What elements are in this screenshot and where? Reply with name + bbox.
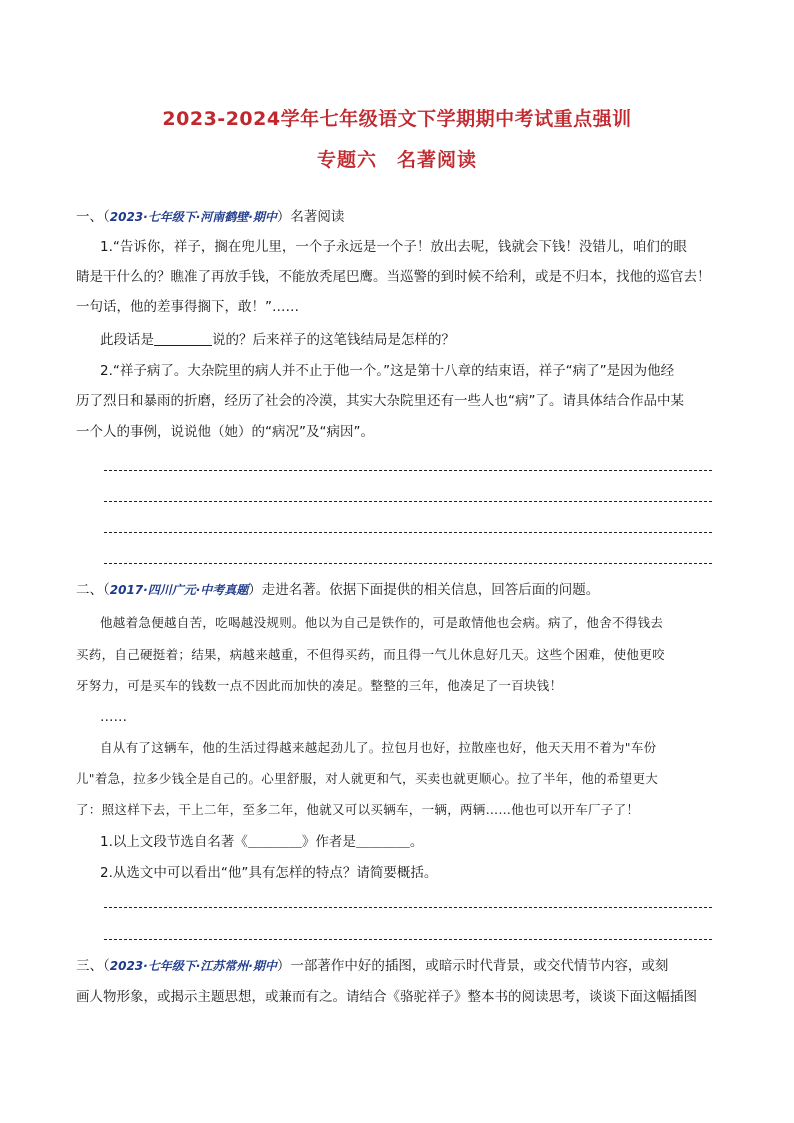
question-3-number: 三、 (76, 958, 103, 974)
q1-sub1-question: 此段话是 说的？后来祥子的这笔钱结局是怎样的？ (100, 332, 455, 348)
excerpt-line: 儿"着急，拉多少钱全是自己的。心里舒服，对人就更和气，买卖也就更顺心。拉了半年，他的希望更大 (76, 771, 659, 786)
fill-blank[interactable] (154, 331, 212, 346)
excerpt-line: 自从有了这辆车，他的生活过得越来越起劲儿了。拉包月也好，拉散座也好，他天天用不着为"车份 (100, 740, 657, 755)
excerpt-line: 买药，自己硬挺着；结果，病越来越重，不但得买药，而且得一气儿休息好几天。这些个困难，使他更咬 (76, 647, 665, 662)
question-1-header: 一、（2023·七年级下·河南鹤壁·期中）名著阅读 (76, 209, 345, 225)
question-3-text: 一部著作中好的插图，或暗示时代背景，或交代情节内容，或刻 (290, 958, 669, 974)
question-3-header: 三、（2023·七年级下·江苏常州·期中）一部著作中好的插图，或暗示时代背景，或交代情节内容，或刻 (76, 958, 669, 974)
answer-line[interactable] (104, 907, 712, 908)
answer-line[interactable] (104, 939, 712, 940)
q1-passage-line: 睛是干什么的？瞧准了再放手钱，不能放秃尾巴鹰。当巡警的到时候不给利，或是不归本，找他的巡官去！ (76, 269, 711, 285)
question-2-source: 2017·四川广元·中考真题 (109, 583, 249, 597)
excerpt-ellipsis: …… (100, 709, 127, 725)
question-2-number: 二、 (76, 582, 103, 598)
question-1-number: 一、 (76, 209, 103, 225)
answer-line[interactable] (104, 563, 712, 564)
question-1-topic: 名著阅读 (290, 209, 345, 225)
question-2-header: 二、（2017·四川广元·中考真题）走进名著。依据下面提供的相关信息，回答后面的问题。 (76, 582, 600, 598)
q3-text-line: 画人物形象，或揭示主题思想，或兼而有之。请结合《骆驼祥子》整本书的阅读思考，谈谈下面这幅插图 (76, 989, 697, 1005)
excerpt-line: 了：照这样下去，干上二年，至多二年，他就又可以买辆车，一辆，两辆……他也可以开车厂子了！ (76, 802, 640, 817)
page-title: 2023-2024学年七年级语文下学期期中考试重点强训 (162, 108, 632, 130)
page-subtitle: 专题六 名著阅读 (316, 149, 477, 171)
excerpt-line: 牙努力，可是买车的钱数一点不因此而加快的凑足。整整的三年，他凑足了一百块钱！ (76, 678, 563, 693)
q2-sub2: 2.从选文中可以看出“他”具有怎样的特点？请简要概括。 (100, 865, 438, 881)
q1-passage-line: 一句话，他的差事得搁下，敢！”…… (76, 299, 299, 315)
question-1-source: 2023·七年级下·河南鹤壁·期中 (109, 210, 277, 224)
question-3-source: 2023·七年级下·江苏常州·期中 (109, 959, 277, 973)
q1-passage-line: 1.“告诉你，祥子，搁在兜儿里，一个子永远是一个子！放出去呢，钱就会下钱！没错儿，咱们的眼 (100, 239, 687, 255)
q2-sub1: 1.以上文段节选自名著《＿＿＿＿》作者是＿＿＿＿。 (100, 834, 424, 850)
excerpt-line: 他越着急便越自苦，吃喝越没规则。他以为自己是铁作的，可是敢情他也会病。病了，他舍不得钱去 (100, 615, 664, 630)
q1-sub2-line: 2.“祥子病了。大杂院里的病人并不止于他一个。”这是第十八章的结束语，祥子“病了”是因为他经 (100, 363, 675, 379)
answer-line[interactable] (104, 470, 712, 471)
answer-line[interactable] (104, 501, 712, 502)
q1-sub2-line: 一个人的事例，说说他（她）的“病况”及“病因”。 (76, 424, 374, 440)
answer-line[interactable] (104, 532, 712, 533)
question-2-intro: 走进名著。依据下面提供的相关信息，回答后面的问题。 (261, 582, 600, 598)
q1-sub2-line: 历了烈日和暴雨的折磨，经历了社会的冷漠，其实大杂院里还有一些人也“病”了。请具体结合作品中某 (76, 393, 684, 409)
